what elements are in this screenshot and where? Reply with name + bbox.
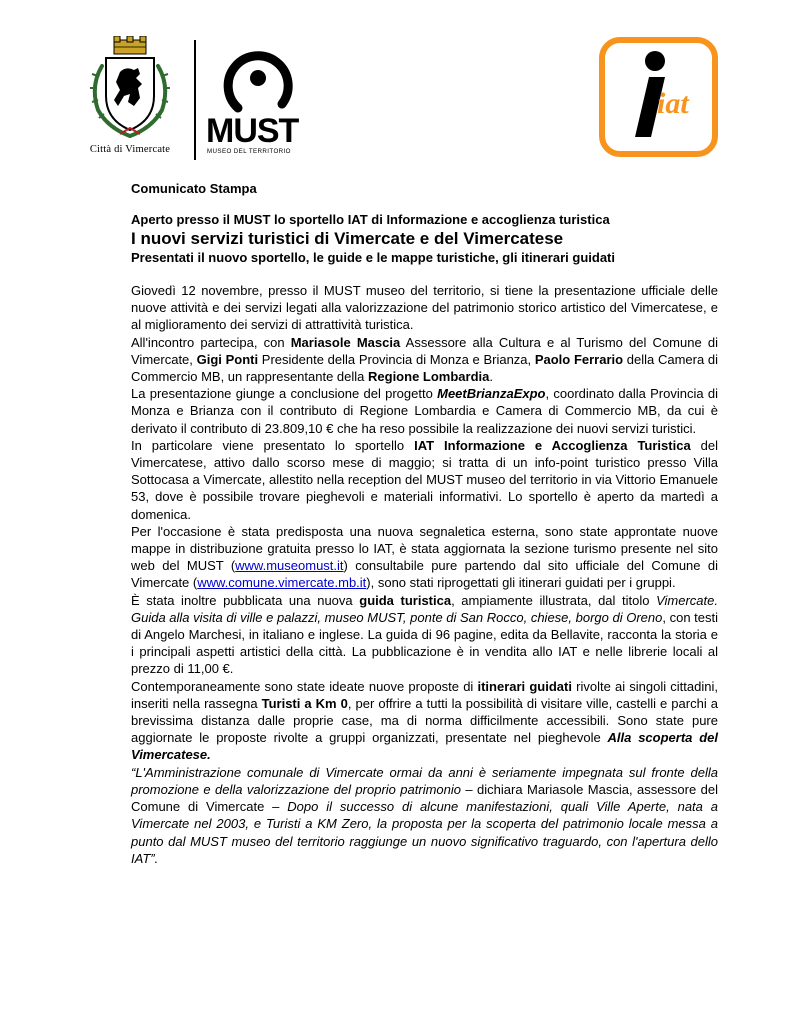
text: Assessore alla Cultura e al Turismo del Comune di Vimercate, — [131, 334, 718, 367]
text: , coordinato dalla Provincia di Monza e Brianza con il contributo di Regione Lombardia e Camera di Commercio MB, da cui è derivato il contributo di 23.809,10 € che ha reso possibile la realizzazione dei nuovi servizi turistici. — [131, 386, 718, 436]
overline: Aperto presso il MUST lo sportello IAT di Informazione e accoglienza turistica — [131, 212, 610, 227]
paragraph-participants — [131, 334, 718, 386]
headline: I nuovi servizi turistici di Vimercate e del Vimercatese — [131, 229, 564, 248]
text: La presentazione giunge a conclusione del progetto — [131, 386, 438, 402]
name-ponti: Gigi Ponti — [196, 351, 259, 367]
paragraph-iat-desk — [131, 437, 718, 523]
must-logo-subtitle: MUSEO DEL TERRITORIO — [207, 148, 291, 155]
text: . — [489, 369, 493, 385]
text: Contemporaneamente sono state ideate nuove proposte di — [131, 678, 478, 694]
iat-desk-name: IAT Informazione e Accoglienza Turistica — [414, 437, 691, 453]
text: In particolare viene presentato lo sportello — [131, 437, 415, 453]
article-body — [131, 282, 718, 867]
name-ferrario: Paolo Ferrario — [534, 351, 624, 367]
city-coat-of-arms-icon — [76, 36, 184, 140]
leaflet-title: Alla scoperta del Vimercatese. — [131, 730, 718, 763]
project-name: MeetBrianzaExpo — [437, 386, 546, 402]
iat-logo — [599, 37, 718, 157]
quote-part-2: Dopo il successo di alcune manifestazioni, quali Ville Aperte, nata a Vimercate nel 2003, e Turisti a KM Zero, la proposta per la scoperta del patrimonio locale messa a punto dal MUST museo del territorio raggiunge un nuovo significativo traguardo, con l'apertura dello IAT”. — [131, 799, 718, 866]
paragraph-signage — [131, 523, 718, 592]
logo-divider — [194, 40, 196, 160]
text: Per l'occasione è stata predisposta una nuova segnaletica esterna, sono state approntate nuove mappe in distribuzione gratuita presso lo IAT, è stata aggiornata la sezione turismo presente nel sito web del MUST ( — [131, 523, 718, 574]
city-of-vimercate-logo — [72, 36, 188, 160]
guide-title: Vimercate. Guida alla visita di ville e palazzi, museo MUST, ponte di San Rocco, chiese, borgo di Oreno — [131, 592, 718, 625]
text: È stata inoltre pubblicata una nuova — [131, 592, 360, 608]
text: rivolte ai singoli cittadini, inseriti nella rassegna — [131, 678, 718, 711]
text: , per offrire a tutti la possibilità di visitare ville, castelli e parchi a brevissima distanza dalle proprie case, ma di norma difficilmente accessibili. Sono state pure aggiornate le proposte rivolte a gruppi organizzati, presentate nel pieghevole — [131, 695, 718, 746]
name-mascia: Mariasole Mascia — [290, 334, 401, 350]
text: ) consultabile pure partendo dal sito ufficiale del Comune di Vimercate ( — [131, 558, 718, 591]
iat-logo-text: iat — [657, 87, 689, 120]
guida-turistica: guida turistica — [359, 592, 452, 608]
text: del Vimercatese, attivo dallo scorso mese di maggio; si tratta di un info-point turistico presso Villa Sottocasa a Vimercate, allestito nella reception del MUST museo del territorio in via Vittorio Emanuele 53, dove è possibile trovare pieghevoli e materiali informativi. Lo sportello è aperto da martedì a domenica. — [131, 437, 718, 522]
text: , ampiamente illustrata, dal titolo — [451, 592, 657, 608]
city-logo-caption: Città di Vimercate — [89, 144, 171, 155]
text: della Camera di Commercio MB, un rappresentante della — [131, 351, 719, 385]
itinerari-guidati: itinerari guidati — [477, 678, 572, 694]
paragraph-intro: Giovedì 12 novembre, presso il MUST museo del territorio, si tiene la presentazione ufficiale delle nuove attività e dei servizi legati alla valorizzazione del patrimonio storico artistico del Vimercatese, e al miglioramento dei servizi di attrattività turistica. — [131, 283, 718, 333]
paragraph-guide — [131, 592, 718, 678]
iat-info-icon — [599, 37, 718, 157]
paragraph-quote — [131, 764, 718, 867]
paragraph-project — [131, 385, 718, 437]
must-museum-logo — [204, 48, 314, 160]
text: , con testi di Angelo Marchesi, in italiano e inglese. La guida di 96 pagine, edita da Bellavite, racconta la storia e i principali aspetti artistici della città. La pubblicazione è in vendita allo IAT e nelle librerie locali al prezzo di 11,00 €. — [131, 609, 718, 677]
must-logo-word: MUST — [206, 112, 299, 150]
paragraph-itineraries — [131, 678, 718, 764]
comune-vimercate-link[interactable]: www.comune.vimercate.mb.it — [197, 575, 367, 591]
text: ), sono stati riprogettati gli itinerari guidati per i gruppi. — [366, 575, 676, 591]
text: Presidente della Provincia di Monza e Brianza, — [258, 351, 535, 367]
text: All'incontro partecipa, con — [131, 334, 291, 350]
subheadline: Presentati il nuovo sportello, le guide e le mappe turistiche, gli itinerari guidati — [131, 250, 615, 265]
museomust-link[interactable]: www.museomust.it — [235, 558, 344, 574]
press-release-label: Comunicato Stampa — [131, 181, 257, 196]
quote-part-1: “L'Amministrazione comunale di Vimercate ormai da anni è seriamente impegnata sul fronte della promozione e della valorizzazione del proprio patrimonio — [131, 764, 718, 797]
must-emblem-icon — [216, 48, 300, 114]
turisti-km0: Turisti a Km 0 — [261, 695, 348, 711]
regione-lombardia: Regione Lombardia — [368, 369, 490, 385]
text: – dichiara Mariasole Mascia, assessore del Comune di Vimercate – — [131, 781, 718, 815]
